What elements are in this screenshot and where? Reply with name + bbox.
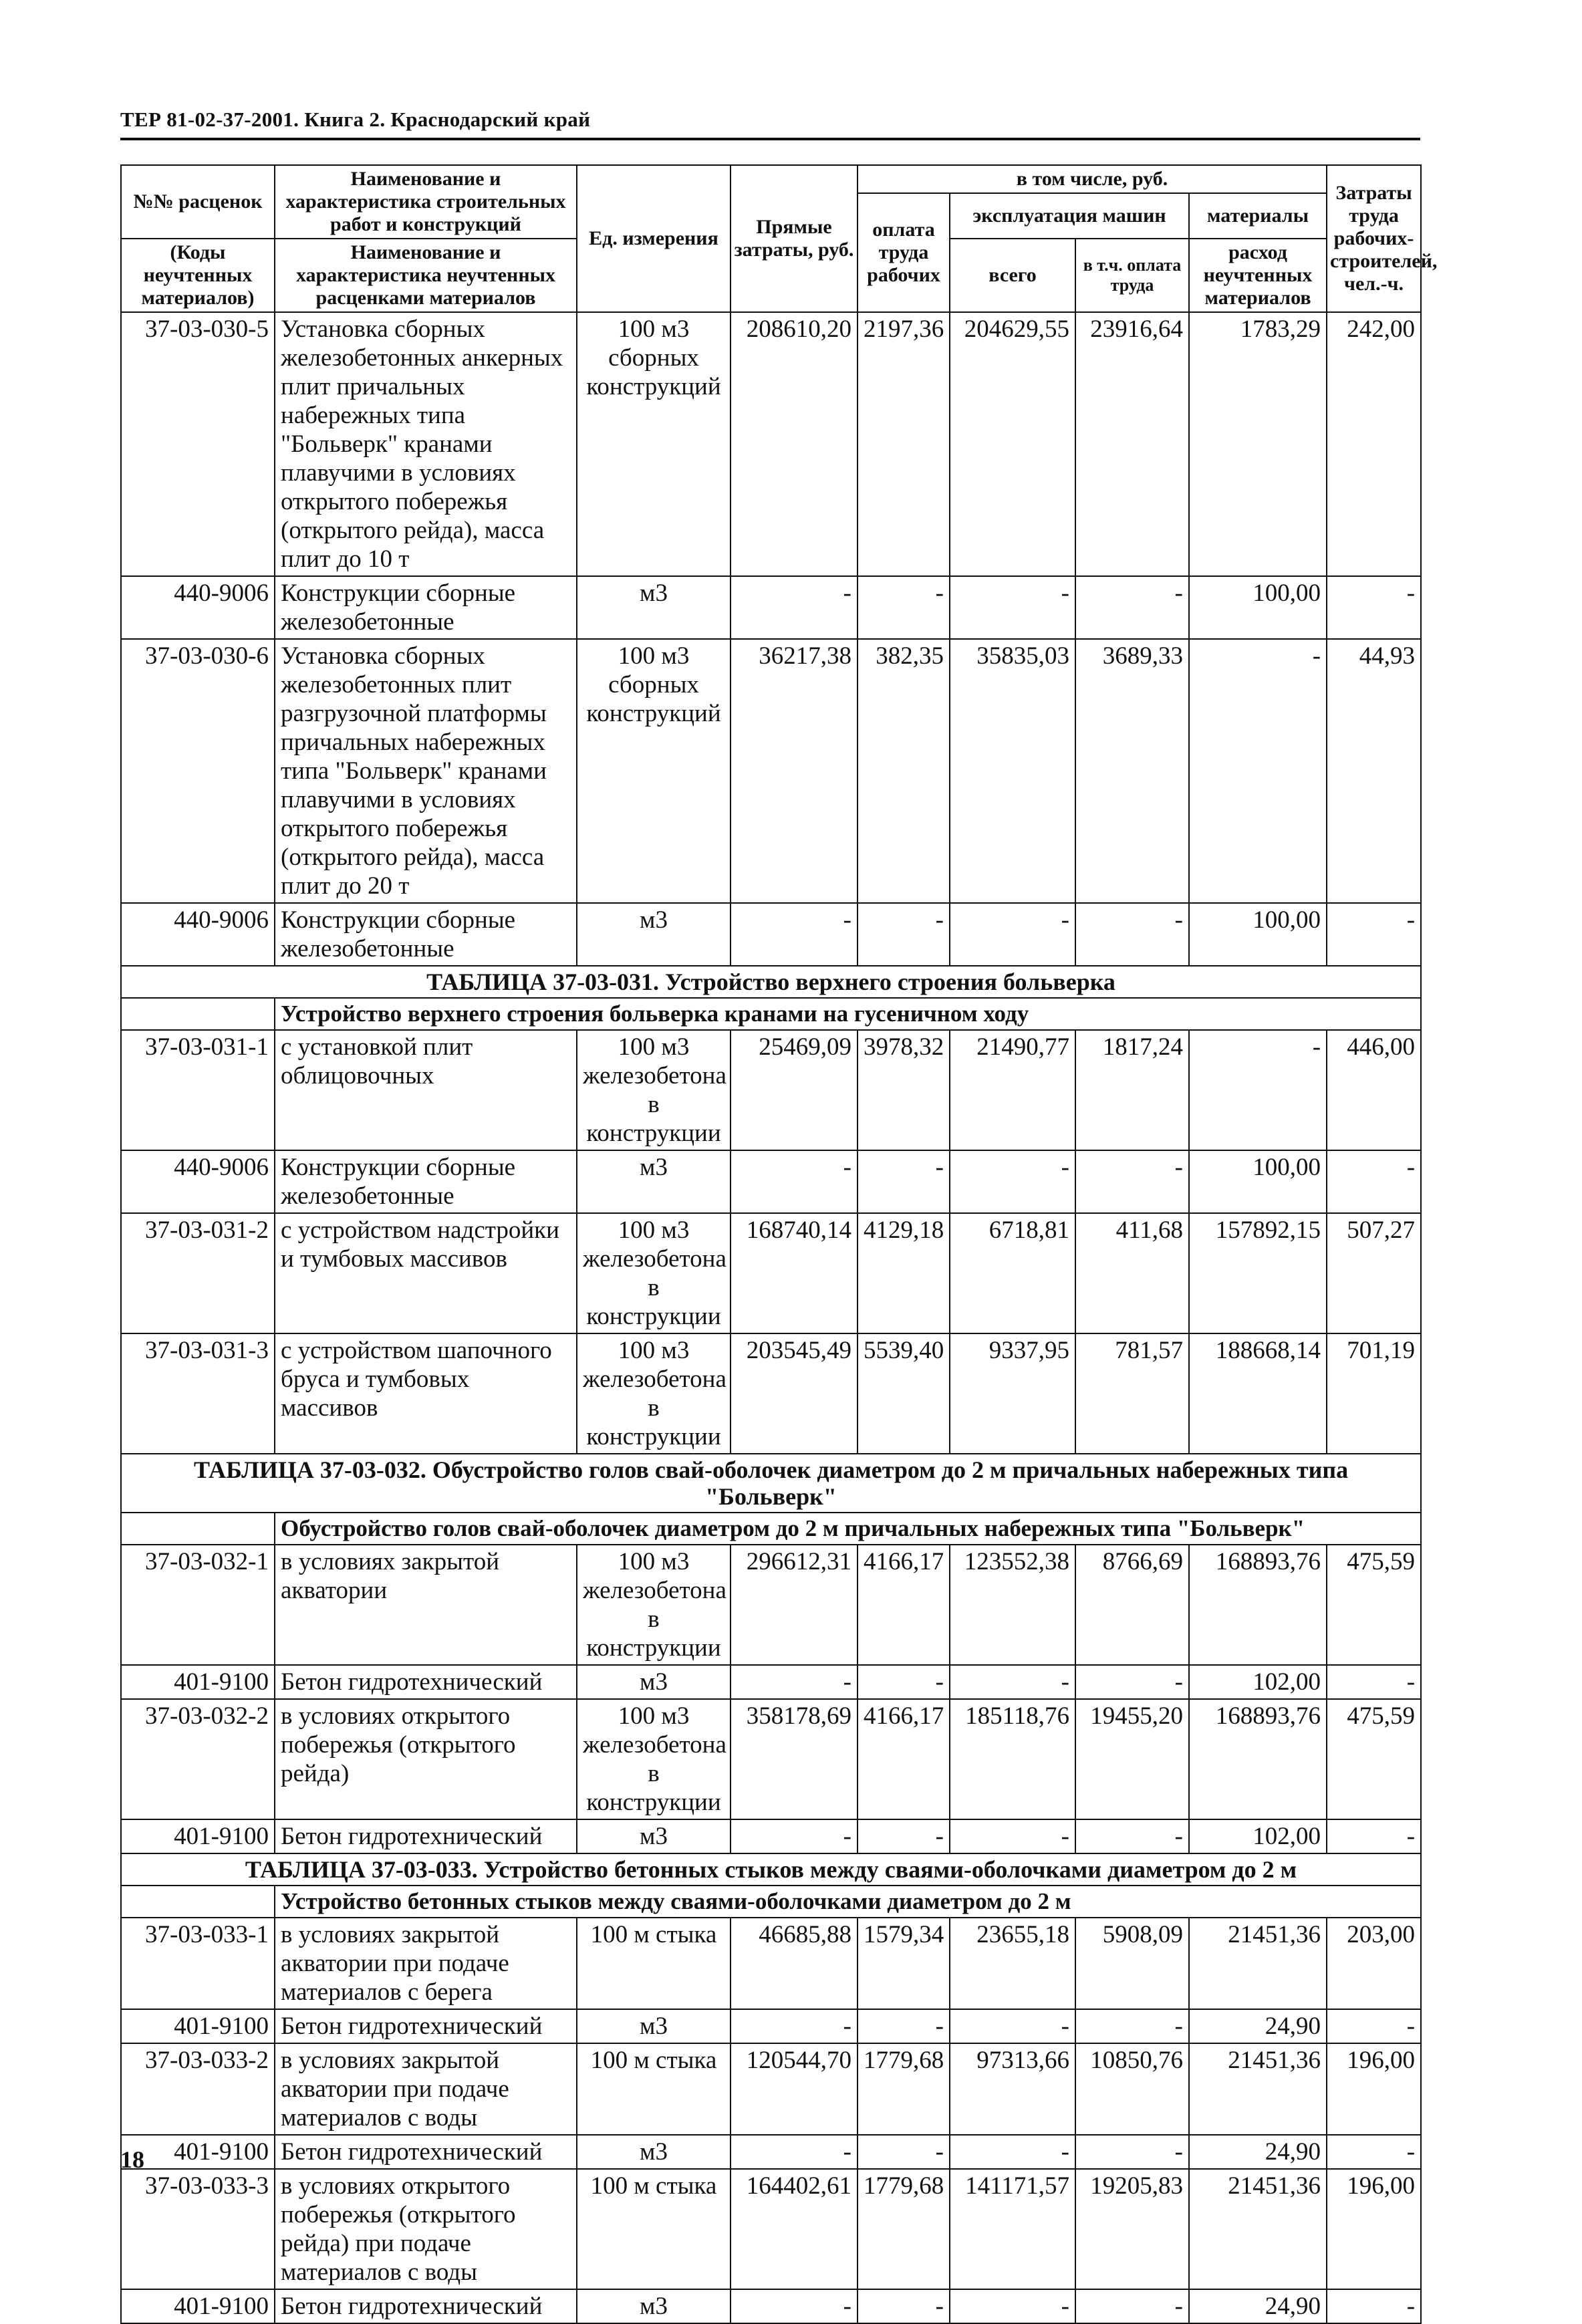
rate-row bbox=[121, 1545, 1421, 1665]
machines-cost: - bbox=[950, 2289, 1075, 2323]
unit-cell: 100 м стыка bbox=[577, 2043, 731, 2135]
wage-cost: 1579,34 bbox=[858, 1918, 950, 2009]
header-labor: Затраты труда рабочих-строителей, чел.-ч. bbox=[1327, 165, 1421, 312]
machines-cost: - bbox=[950, 1819, 1075, 1853]
machines-wage-cost: 23916,64 bbox=[1075, 312, 1189, 576]
materials-cost: 24,90 bbox=[1189, 2289, 1327, 2323]
wage-cost: - bbox=[858, 2009, 950, 2043]
price-table bbox=[120, 164, 1438, 2324]
labor-cost: 196,00 bbox=[1327, 2043, 1421, 2135]
materials-cost: 21451,36 bbox=[1189, 1918, 1327, 2009]
rate-code: 37-03-032-2 bbox=[121, 1699, 275, 1819]
header-machines-wage: в т.ч. оплата труда bbox=[1075, 239, 1189, 312]
rate-code: 37-03-033-1 bbox=[121, 1918, 275, 2009]
table-body bbox=[121, 312, 1421, 2323]
machines-cost: 141171,57 bbox=[950, 2169, 1075, 2289]
materials-cost: 24,90 bbox=[1189, 2009, 1327, 2043]
unit-cell: 100 м3 железобетона в конструкции bbox=[577, 1213, 731, 1333]
header-wage: оплата труда рабочих bbox=[858, 193, 950, 312]
material-code: 401-9100 bbox=[121, 1819, 275, 1853]
item-name: с установкой плит облицовочных bbox=[275, 1030, 577, 1150]
labor-cost: - bbox=[1327, 2289, 1421, 2323]
direct-cost: - bbox=[731, 1150, 858, 1213]
direct-cost: 46685,88 bbox=[731, 1918, 858, 2009]
item-name: Бетон гидротехнический bbox=[275, 2009, 577, 2043]
material-code: 401-9100 bbox=[121, 2135, 275, 2169]
rate-row bbox=[121, 1213, 1421, 1333]
unit-cell: 100 м3 железобетона в конструкции bbox=[577, 1545, 731, 1665]
machines-cost: - bbox=[950, 2009, 1075, 2043]
direct-cost: 120544,70 bbox=[731, 2043, 858, 2135]
rate-code: 37-03-030-5 bbox=[121, 312, 275, 576]
machines-cost: - bbox=[950, 576, 1075, 639]
materials-cost: 24,90 bbox=[1189, 2135, 1327, 2169]
machines-cost: 185118,76 bbox=[950, 1699, 1075, 1819]
unit-cell: м3 bbox=[577, 1665, 731, 1699]
table-title: ТАБЛИЦА 37-03-032. Обустройство голов свай-оболочек диаметром до 2 м причальных набережных типа "Больверк" bbox=[121, 1454, 1421, 1513]
unit-cell: м3 bbox=[577, 576, 731, 639]
machines-cost: 123552,38 bbox=[950, 1545, 1075, 1665]
subsection-spacer bbox=[121, 1513, 275, 1545]
material-row bbox=[121, 903, 1421, 966]
labor-cost: 44,93 bbox=[1327, 639, 1421, 903]
labor-cost: 507,27 bbox=[1327, 1213, 1421, 1333]
material-row bbox=[121, 2289, 1421, 2323]
table-header bbox=[121, 165, 1438, 312]
machines-wage-cost: 5908,09 bbox=[1075, 1918, 1189, 2009]
machines-cost: - bbox=[950, 1150, 1075, 1213]
item-name: в условиях закрытой акватории при подаче материалов с воды bbox=[275, 2043, 577, 2135]
rate-row bbox=[121, 2169, 1421, 2289]
labor-cost: - bbox=[1327, 2009, 1421, 2043]
material-row bbox=[121, 2009, 1421, 2043]
unit-cell: 100 м стыка bbox=[577, 2169, 731, 2289]
item-name: Бетон гидротехнический bbox=[275, 2135, 577, 2169]
direct-cost: 164402,61 bbox=[731, 2169, 858, 2289]
labor-cost: - bbox=[1327, 576, 1421, 639]
header-direct: Прямые затраты, руб. bbox=[731, 165, 858, 312]
machines-wage-cost: 781,57 bbox=[1075, 1333, 1189, 1454]
item-name: Конструкции сборные железобетонные bbox=[275, 1150, 577, 1213]
header-name-bottom: Наименование и характеристика неучтенных расценками материалов bbox=[275, 239, 577, 312]
wage-cost: - bbox=[858, 2135, 950, 2169]
material-code: 401-9100 bbox=[121, 1665, 275, 1699]
header-materials: материалы bbox=[1189, 193, 1327, 239]
item-name: в условиях закрытой акватории при подаче материалов с берега bbox=[275, 1918, 577, 2009]
item-name: в условиях закрытой акватории bbox=[275, 1545, 577, 1665]
rate-code: 37-03-032-1 bbox=[121, 1545, 275, 1665]
material-code: 440-9006 bbox=[121, 576, 275, 639]
table-title: ТАБЛИЦА 37-03-031. Устройство верхнего строения больверка bbox=[121, 966, 1421, 998]
direct-cost: 296612,31 bbox=[731, 1545, 858, 1665]
machines-wage-cost: - bbox=[1075, 1819, 1189, 1853]
machines-cost: - bbox=[950, 903, 1075, 966]
unit-cell: 100 м3 сборных конструкций bbox=[577, 639, 731, 903]
labor-cost: 701,19 bbox=[1327, 1333, 1421, 1454]
labor-cost: 475,59 bbox=[1327, 1699, 1421, 1819]
rate-code: 37-03-030-6 bbox=[121, 639, 275, 903]
material-row bbox=[121, 1150, 1421, 1213]
materials-cost: 100,00 bbox=[1189, 903, 1327, 966]
machines-cost: - bbox=[950, 2135, 1075, 2169]
machines-wage-cost: 10850,76 bbox=[1075, 2043, 1189, 2135]
material-code: 440-9006 bbox=[121, 1150, 275, 1213]
machines-cost: 6718,81 bbox=[950, 1213, 1075, 1333]
labor-cost: 446,00 bbox=[1327, 1030, 1421, 1150]
item-name: с устройством шапочного бруса и тумбовых массивов bbox=[275, 1333, 577, 1454]
item-name: Конструкции сборные железобетонные bbox=[275, 903, 577, 966]
unit-cell: м3 bbox=[577, 2289, 731, 2323]
unit-cell: 100 м3 железобетона в конструкции bbox=[577, 1333, 731, 1454]
rate-row bbox=[121, 2043, 1421, 2135]
materials-cost: 168893,76 bbox=[1189, 1545, 1327, 1665]
header-code-top: №№ расценок bbox=[121, 165, 275, 239]
rate-row bbox=[121, 639, 1421, 903]
rate-code: 37-03-033-3 bbox=[121, 2169, 275, 2289]
machines-wage-cost: 19455,20 bbox=[1075, 1699, 1189, 1819]
machines-wage-cost: - bbox=[1075, 2135, 1189, 2169]
wage-cost: 382,35 bbox=[858, 639, 950, 903]
labor-cost: 196,00 bbox=[1327, 2169, 1421, 2289]
header-name-top: Наименование и характеристика строительных работ и конструкций bbox=[275, 165, 577, 239]
rate-code: 37-03-031-2 bbox=[121, 1213, 275, 1333]
labor-cost: - bbox=[1327, 1665, 1421, 1699]
machines-cost: 204629,55 bbox=[950, 312, 1075, 576]
materials-cost: 188668,14 bbox=[1189, 1333, 1327, 1454]
material-row bbox=[121, 1665, 1421, 1699]
machines-cost: - bbox=[950, 1665, 1075, 1699]
rate-code: 37-03-033-2 bbox=[121, 2043, 275, 2135]
labor-cost: - bbox=[1327, 1150, 1421, 1213]
unit-cell: м3 bbox=[577, 2135, 731, 2169]
direct-cost: 36217,38 bbox=[731, 639, 858, 903]
item-name: в условиях открытого побережья (открытого рейда) bbox=[275, 1699, 577, 1819]
rate-row bbox=[121, 1333, 1421, 1454]
rate-row bbox=[121, 1699, 1421, 1819]
direct-cost: - bbox=[731, 1819, 858, 1853]
direct-cost: 208610,20 bbox=[731, 312, 858, 576]
direct-cost: 168740,14 bbox=[731, 1213, 858, 1333]
item-name: в условиях открытого побережья (открытого рейда) при подаче материалов с воды bbox=[275, 2169, 577, 2289]
wage-cost: 1779,68 bbox=[858, 2169, 950, 2289]
table-title: ТАБЛИЦА 37-03-033. Устройство бетонных стыков между сваями-оболочками диаметром до 2 м bbox=[121, 1853, 1421, 1886]
rate-row bbox=[121, 312, 1421, 576]
wage-cost: - bbox=[858, 1150, 950, 1213]
item-name: Бетон гидротехнический bbox=[275, 1665, 577, 1699]
labor-cost: 475,59 bbox=[1327, 1545, 1421, 1665]
direct-cost: - bbox=[731, 2135, 858, 2169]
subsection-row bbox=[121, 1886, 1421, 1918]
wage-cost: 3978,32 bbox=[858, 1030, 950, 1150]
header-unit: Ед. измерения bbox=[577, 165, 731, 312]
machines-wage-cost: - bbox=[1075, 2009, 1189, 2043]
item-name: Установка сборных железобетонных анкерных плит причальных набережных типа "Больверк" кранами плавучими в условиях открытого побережья (открытого рейда), масса плит до 10 т bbox=[275, 312, 577, 576]
unit-cell: м3 bbox=[577, 903, 731, 966]
direct-cost: - bbox=[731, 2289, 858, 2323]
labor-cost: 203,00 bbox=[1327, 1918, 1421, 2009]
machines-wage-cost: - bbox=[1075, 1665, 1189, 1699]
material-code: 401-9100 bbox=[121, 2009, 275, 2043]
materials-cost: 102,00 bbox=[1189, 1819, 1327, 1853]
header-materials-sub: расход неучтенных материалов bbox=[1189, 239, 1327, 312]
materials-cost: 1783,29 bbox=[1189, 312, 1327, 576]
machines-cost: 35835,03 bbox=[950, 639, 1075, 903]
machines-wage-cost: - bbox=[1075, 576, 1189, 639]
material-code: 440-9006 bbox=[121, 903, 275, 966]
material-row bbox=[121, 1819, 1421, 1853]
item-name: Бетон гидротехнический bbox=[275, 1819, 577, 1853]
labor-cost: - bbox=[1327, 903, 1421, 966]
machines-cost: 23655,18 bbox=[950, 1918, 1075, 2009]
direct-cost: 203545,49 bbox=[731, 1333, 858, 1454]
materials-cost: 21451,36 bbox=[1189, 2169, 1327, 2289]
machines-wage-cost: 8766,69 bbox=[1075, 1545, 1189, 1665]
machines-wage-cost: - bbox=[1075, 903, 1189, 966]
wage-cost: 4166,17 bbox=[858, 1545, 950, 1665]
materials-cost: 100,00 bbox=[1189, 1150, 1327, 1213]
materials-cost: 157892,15 bbox=[1189, 1213, 1327, 1333]
header-machines-total: всего bbox=[950, 239, 1075, 312]
subsection-row bbox=[121, 1513, 1421, 1545]
materials-cost: 168893,76 bbox=[1189, 1699, 1327, 1819]
unit-cell: 100 м3 железобетона в конструкции bbox=[577, 1699, 731, 1819]
material-code: 401-9100 bbox=[121, 2289, 275, 2323]
subsection-spacer bbox=[121, 1886, 275, 1918]
labor-cost: - bbox=[1327, 1819, 1421, 1853]
wage-cost: - bbox=[858, 2289, 950, 2323]
wage-cost: 4129,18 bbox=[858, 1213, 950, 1333]
unit-cell: м3 bbox=[577, 1819, 731, 1853]
machines-cost: 97313,66 bbox=[950, 2043, 1075, 2135]
wage-cost: 1779,68 bbox=[858, 2043, 950, 2135]
materials-cost: 102,00 bbox=[1189, 1665, 1327, 1699]
item-name: с устройством надстройки и тумбовых массивов bbox=[275, 1213, 577, 1333]
direct-cost: - bbox=[731, 576, 858, 639]
direct-cost: - bbox=[731, 903, 858, 966]
machines-wage-cost: 1817,24 bbox=[1075, 1030, 1189, 1150]
subsection-title: Устройство бетонных стыков между сваями-оболочками диаметром до 2 м bbox=[275, 1886, 1421, 1918]
table-title-row bbox=[121, 1853, 1421, 1886]
machines-wage-cost: 3689,33 bbox=[1075, 639, 1189, 903]
subsection-row bbox=[121, 998, 1421, 1030]
direct-cost: - bbox=[731, 1665, 858, 1699]
rate-row bbox=[121, 1918, 1421, 2009]
table-title-row bbox=[121, 1454, 1421, 1513]
rate-row bbox=[121, 1030, 1421, 1150]
header-incl: в том числе, руб. bbox=[858, 165, 1327, 193]
table-title-row bbox=[121, 966, 1421, 998]
direct-cost: - bbox=[731, 2009, 858, 2043]
wage-cost: 4166,17 bbox=[858, 1699, 950, 1819]
wage-cost: - bbox=[858, 1819, 950, 1853]
item-name: Бетон гидротехнический bbox=[275, 2289, 577, 2323]
direct-cost: 25469,09 bbox=[731, 1030, 858, 1150]
material-row bbox=[121, 2135, 1421, 2169]
wage-cost: - bbox=[858, 903, 950, 966]
labor-cost: - bbox=[1327, 2135, 1421, 2169]
materials-cost: - bbox=[1189, 1030, 1327, 1150]
direct-cost: 358178,69 bbox=[731, 1699, 858, 1819]
unit-cell: 100 м3 железобетона в конструкции bbox=[577, 1030, 731, 1150]
wage-cost: - bbox=[858, 576, 950, 639]
wage-cost: 2197,36 bbox=[858, 312, 950, 576]
material-row bbox=[121, 576, 1421, 639]
header-code-bottom: (Коды неучтенных материалов) bbox=[121, 239, 275, 312]
subsection-title: Обустройство голов свай-оболочек диаметром до 2 м причальных набережных типа "Больверк" bbox=[275, 1513, 1421, 1545]
running-header: ТЕР 81-02-37-2001. Книга 2. Краснодарский край bbox=[120, 107, 1420, 140]
rate-code: 37-03-031-3 bbox=[121, 1333, 275, 1454]
rate-code: 37-03-031-1 bbox=[121, 1030, 275, 1150]
wage-cost: - bbox=[858, 1665, 950, 1699]
subsection-title: Устройство верхнего строения больверка кранами на гусеничном ходу bbox=[275, 998, 1421, 1030]
machines-wage-cost: 19205,83 bbox=[1075, 2169, 1189, 2289]
machines-wage-cost: - bbox=[1075, 2289, 1189, 2323]
subsection-spacer bbox=[121, 998, 275, 1030]
materials-cost: 21451,36 bbox=[1189, 2043, 1327, 2135]
page-number: 18 bbox=[120, 2146, 144, 2173]
materials-cost: 100,00 bbox=[1189, 576, 1327, 639]
labor-cost: 242,00 bbox=[1327, 312, 1421, 576]
item-name: Конструкции сборные железобетонные bbox=[275, 576, 577, 639]
machines-cost: 9337,95 bbox=[950, 1333, 1075, 1454]
machines-wage-cost: 411,68 bbox=[1075, 1213, 1189, 1333]
materials-cost: - bbox=[1189, 639, 1327, 903]
unit-cell: 100 м3 сборных конструкций bbox=[577, 312, 731, 576]
item-name: Установка сборных железобетонных плит разгрузочной платформы причальных набережных типа "Больверк" кранами плавучими в условиях открытого побережья (открытого рейда), масса плит до 20 т bbox=[275, 639, 577, 903]
machines-cost: 21490,77 bbox=[950, 1030, 1075, 1150]
unit-cell: 100 м стыка bbox=[577, 1918, 731, 2009]
wage-cost: 5539,40 bbox=[858, 1333, 950, 1454]
unit-cell: м3 bbox=[577, 2009, 731, 2043]
header-machines: эксплуатация машин bbox=[950, 193, 1189, 239]
machines-wage-cost: - bbox=[1075, 1150, 1189, 1213]
unit-cell: м3 bbox=[577, 1150, 731, 1213]
